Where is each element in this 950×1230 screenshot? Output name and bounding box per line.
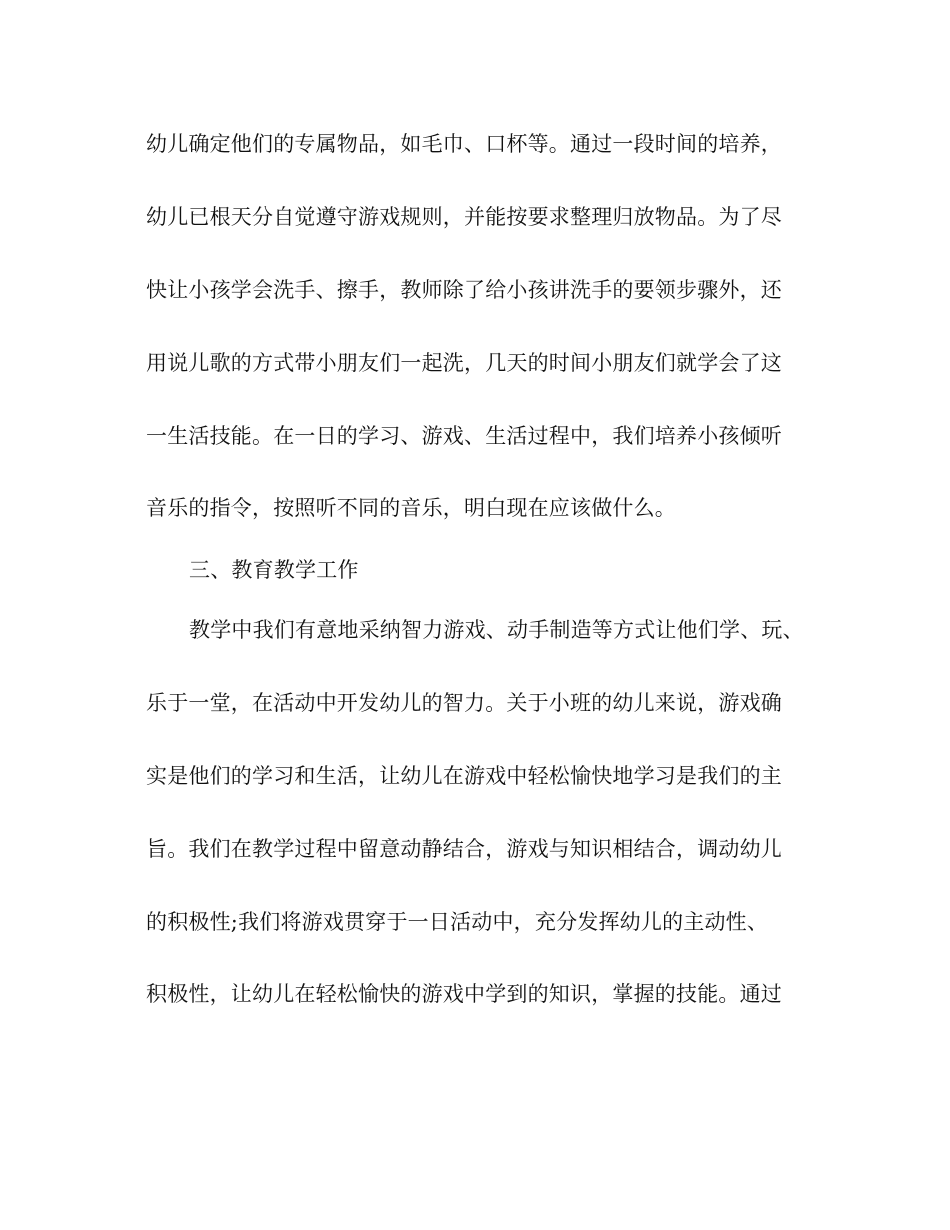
paragraph-line: 实是他们的学习和生活，让幼儿在游戏中轻松愉快地学习是我们的主 [146, 764, 782, 788]
paragraph-line: 幼儿已根天分自觉遵守游戏规则，并能按要求整理归放物品。为了尽 [146, 205, 782, 229]
paragraph-line: 音乐的指令，按照听不同的音乐，明白现在应该做什么。 [146, 496, 676, 520]
paragraph-line: 用说儿歌的方式带小朋友们一起洗，几天的时间小朋友们就学会了这 [146, 351, 782, 375]
paragraph-line: 乐于一堂，在活动中开发幼儿的智力。关于小班的幼儿来说，游戏确 [146, 691, 782, 715]
paragraph-line: 的积极性;我们将游戏贯穿于一日活动中，充分发挥幼儿的主动性、 [146, 910, 769, 934]
section-heading: 三、教育教学工作 [189, 558, 359, 582]
paragraph-line: 一生活技能。在一日的学习、游戏、生活过程中，我们培养小孩倾听 [146, 424, 782, 448]
paragraph-line: 积极性，让幼儿在轻松愉快的游戏中学到的知识，掌握的技能。通过 [146, 982, 782, 1006]
paragraph-line: 快让小孩学会洗手、擦手，教师除了给小孩讲洗手的要领步骤外，还 [146, 278, 782, 302]
paragraph-line: 幼儿确定他们的专属物品，如毛巾、口杯等。通过一段时间的培养， [146, 132, 782, 156]
paragraph-line: 旨。我们在教学过程中留意动静结合，游戏与知识相结合，调动幼儿 [146, 837, 782, 861]
paragraph-line: 教学中我们有意地采纳智力游戏、动手制造等方式让他们学、玩、 [189, 618, 804, 642]
